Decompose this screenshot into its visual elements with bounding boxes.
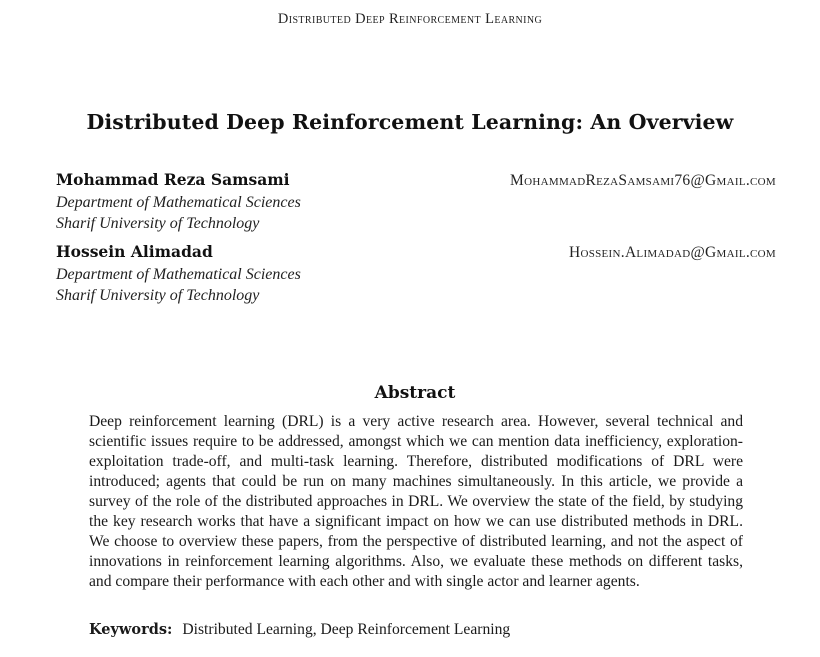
author-email: Hossein.Alimadad@Gmail.com <box>568 244 776 261</box>
keywords-value: Distributed Learning, Deep Reinforcement Learning <box>182 621 511 638</box>
running-head: Distributed Deep Reinforcement Learning <box>277 11 543 27</box>
author-email: MohammadRezaSamsami76@Gmail.com <box>510 172 776 189</box>
author-name: Mohammad Reza Samsami <box>56 170 290 189</box>
author-university: Sharif University of Technology <box>56 215 260 232</box>
author-block <box>56 242 776 306</box>
author-department: Department of Mathematical Sciences <box>56 194 301 211</box>
author-block <box>56 170 776 234</box>
author-department: Department of Mathematical Sciences <box>56 266 301 283</box>
paper-title: Distributed Deep Reinforcement Learning: An Overview <box>86 110 734 134</box>
author-university: Sharif University of Technology <box>56 287 260 304</box>
keywords <box>89 621 743 639</box>
abstract-heading: Abstract <box>374 383 456 403</box>
author-row <box>56 170 776 192</box>
author-name: Hossein Alimadad <box>56 242 213 261</box>
abstract-text: Deep reinforcement learning (DRL) is a very active research area. However, several technical and scientific issues require to be addressed, amongst which we can mention data inefficiency, exploration-exploitation trade-off, and multi-task learning. Therefore, distributed modifications of DRL were introduced; agents that could be run on many machines simultaneously. In this article, we provide a survey of the role of the distributed approaches in DRL. We overview the state of the field, by studying the key research works that have a significant impact on how we can use distributed methods in DRL. We choose to overview these papers, from the perspective of distributed learning, and not the aspect of innovations in reinforcement learning algorithms. Also, we evaluate these methods on different tasks, and compare their performance with each other and with single actor and learner agents. <box>89 413 743 590</box>
keywords-label: Keywords: <box>89 621 173 638</box>
author-row <box>56 242 776 264</box>
